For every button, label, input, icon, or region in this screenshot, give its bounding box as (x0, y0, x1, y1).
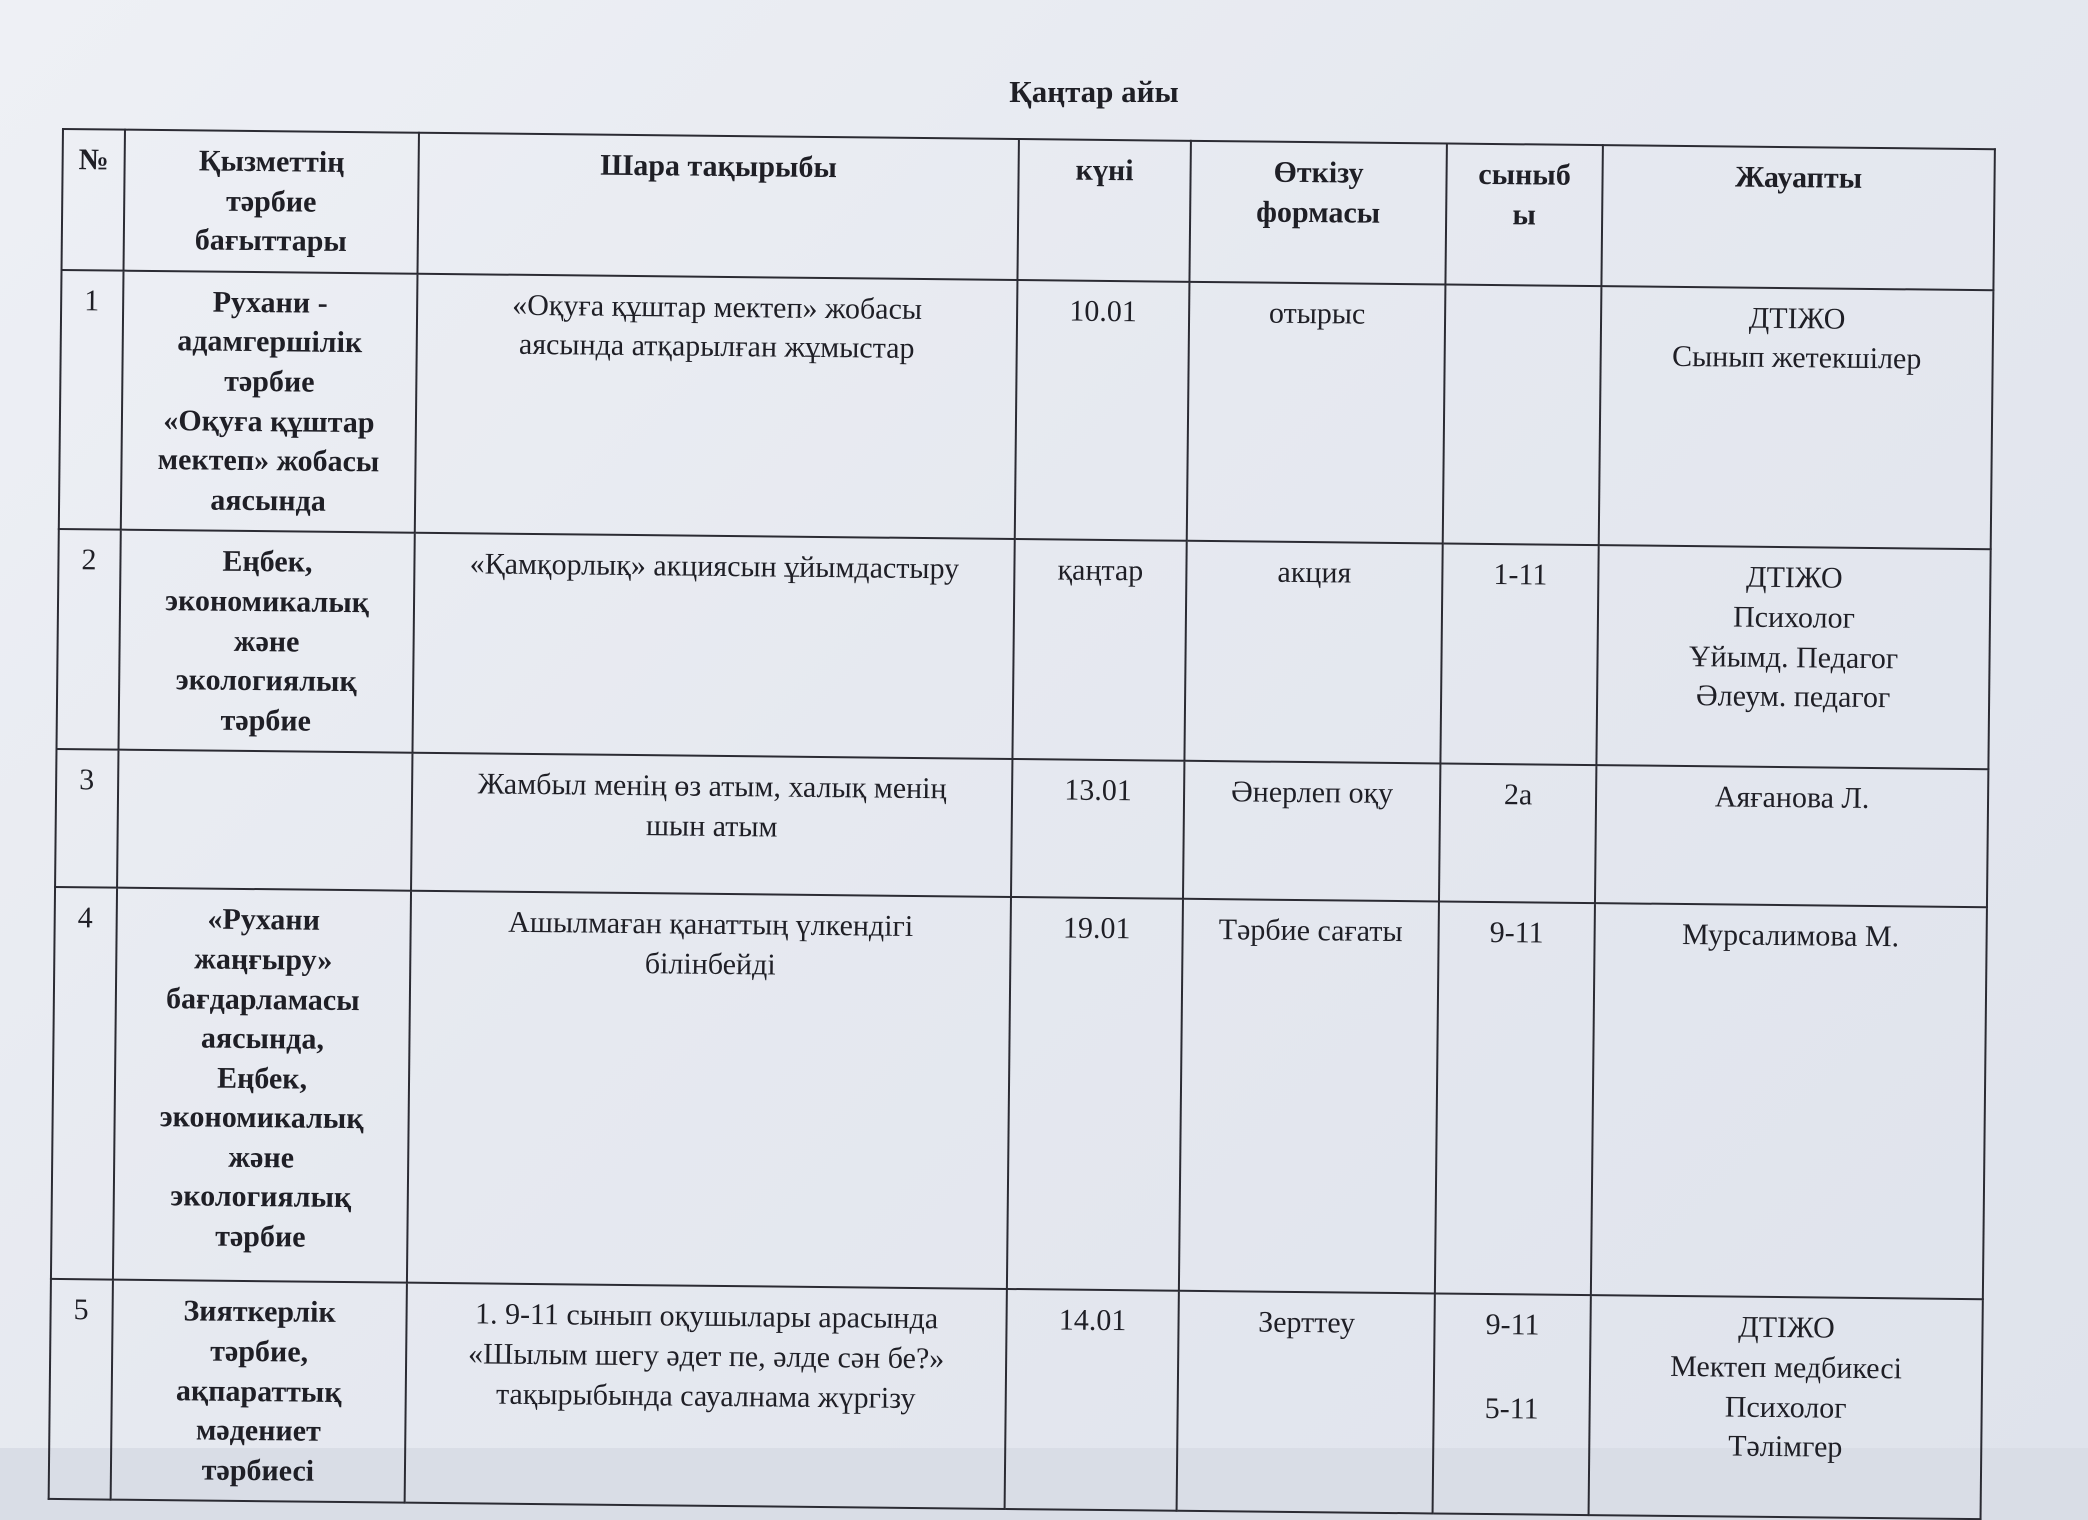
row-topic (411, 753, 1012, 897)
grade-spacer (1443, 1344, 1581, 1389)
direction-line: аясында (210, 483, 326, 518)
responsible-line: Әлеум. педагог (1695, 679, 1891, 715)
direction-line: бағдарламасы (165, 981, 360, 1017)
direction-line: тәрбиесі (201, 1453, 315, 1488)
table-row (56, 529, 1990, 769)
row-topic (405, 1283, 1007, 1509)
row-number: 5 (49, 1279, 113, 1500)
row-responsible (1599, 286, 1994, 550)
header-direction-line: тәрбие (225, 184, 317, 219)
direction-line: тәрбие (220, 703, 312, 738)
responsible-line: ДТІЖО (1745, 561, 1843, 596)
table-row (51, 887, 1987, 1299)
plan-table-wrapper (48, 128, 1994, 1520)
grade-line: 5-11 (1484, 1391, 1539, 1426)
row-topic (415, 274, 1018, 540)
header-row (62, 129, 1995, 290)
header-form-line: Өткізу (1273, 155, 1364, 190)
direction-line: Зияткерлік (183, 1294, 336, 1330)
header-grade-line: сыныб (1478, 157, 1571, 192)
row-date: 14.01 (1005, 1289, 1179, 1511)
header-topic: Шара тақырыбы (417, 133, 1018, 280)
responsible-line: Ұйымд. Педагог (1688, 639, 1899, 675)
row-form: Әнерлеп оқу (1183, 761, 1440, 902)
row-grade (1443, 284, 1602, 545)
direction-line: экономикалық (159, 1100, 364, 1136)
direction-line: экологиялық (170, 1179, 352, 1215)
direction-line: тәрбие (224, 364, 315, 399)
row-date: қаңтар (1012, 539, 1186, 761)
row-grade (1439, 764, 1596, 904)
grade-line (1454, 295, 1592, 296)
header-grade (1445, 144, 1602, 286)
topic-line: «Қамқорлық» акциясын ұйымдастыру (469, 547, 960, 586)
topic-line: Ашылмаған қанаттың үлкендігі (508, 906, 914, 944)
row-date: 13.01 (1011, 759, 1184, 899)
direction-line: ақпараттық (175, 1373, 342, 1409)
grade-line: 9-11 (1485, 1308, 1540, 1342)
row-form: Тәрбие сағаты (1179, 899, 1439, 1294)
topic-line: Жамбыл менің өз атым, халық менің (477, 767, 947, 806)
direction-line: Еңбек, (222, 545, 313, 579)
row-direction (113, 888, 411, 1283)
row-number: 3 (55, 749, 118, 888)
topic-line: білінбейді (644, 947, 776, 982)
direction-line: «Оқуға құштар (163, 403, 375, 439)
header-direction-line: бағыттары (194, 223, 347, 259)
row-topic (412, 533, 1014, 759)
direction-line: Рухани - (212, 285, 328, 320)
direction-line: және (228, 1140, 295, 1175)
direction-line: жаңғыру» (194, 942, 333, 977)
header-form (1189, 141, 1446, 284)
responsible-line: ДТІЖО (1748, 301, 1846, 336)
row-topic (407, 891, 1011, 1289)
responsible-line: Тәлімгер (1728, 1429, 1843, 1464)
row-form: отырыс (1187, 282, 1446, 544)
direction-line: экономикалық (164, 584, 370, 620)
topic-line: шын атым (645, 809, 778, 844)
grade-line: 9-11 (1489, 916, 1544, 950)
header-direction-line: Қызметтің (198, 144, 345, 179)
row-number: 1 (59, 270, 124, 530)
responsible-line: Психолог (1732, 600, 1856, 635)
topic-line: аясында атқарылған жұмыстар (518, 328, 915, 366)
direction-line: Еңбек, (216, 1061, 308, 1096)
header-date: күні (1017, 139, 1190, 282)
row-responsible (1589, 1295, 1983, 1519)
topic-line: 1. 9-11 сынып оқушылары арасында (474, 1297, 939, 1336)
direction-line: тәрбие, (210, 1334, 309, 1369)
row-number: 4 (51, 887, 117, 1280)
row-form: Зерттеу (1177, 1291, 1435, 1514)
topic-line: «Шылым шегу әдет пе, әлде сән бе?» (467, 1337, 945, 1376)
row-direction (111, 1280, 407, 1503)
topic-line: тақырыбында сауалнама жүргізу (495, 1377, 916, 1415)
table-row (49, 1279, 1983, 1519)
responsible-line: Сынып жетекшілер (1671, 340, 1922, 376)
row-direction (121, 270, 418, 533)
direction-line: аясында, (200, 1021, 325, 1056)
header-num: № (62, 129, 125, 270)
header-form-line: формасы (1256, 195, 1381, 230)
grade-line: 2а (1503, 778, 1533, 812)
topic-line: «Оқуға құштар мектеп» жобасы (512, 288, 923, 326)
row-number: 2 (56, 529, 120, 750)
direction-line: экологиялық (175, 663, 357, 699)
responsible-line: Мурсалимова М. (1681, 918, 1900, 954)
row-date: 19.01 (1007, 897, 1183, 1291)
direction-line: мектеп» жобасы (157, 443, 380, 479)
row-direction (118, 530, 414, 753)
row-responsible (1596, 545, 1990, 769)
direction-line: адамгершілік (177, 324, 363, 360)
row-grade (1435, 902, 1595, 1296)
direction-line: тәрбие (215, 1219, 306, 1254)
row-responsible (1591, 903, 1987, 1299)
header-direction (124, 130, 419, 274)
row-date: 10.01 (1015, 280, 1190, 541)
header-responsible: Жауапты (1601, 145, 1994, 290)
direction-line: және (233, 624, 300, 659)
responsible-line: Аяғанова Л. (1714, 780, 1870, 816)
row-direction (117, 750, 412, 891)
row-grade (1433, 1294, 1591, 1516)
direction-line: мәдениет (195, 1413, 321, 1448)
plan-table (48, 128, 1996, 1520)
row-responsible (1595, 765, 1988, 907)
responsible-line: ДТІЖО (1738, 1310, 1835, 1345)
row-form: акция (1184, 541, 1442, 764)
responsible-line: Психолог (1724, 1389, 1847, 1425)
row-grade (1440, 544, 1598, 766)
responsible-line: Мектеп медбикесі (1670, 1349, 1903, 1386)
direction-line: «Рухани (207, 902, 321, 938)
table-row (59, 270, 1994, 550)
table-row (55, 749, 1988, 907)
header-grade-line: ы (1512, 197, 1537, 232)
page-title: Қаңтар айы (1009, 74, 1179, 109)
grade-line: 1-11 (1493, 558, 1548, 592)
